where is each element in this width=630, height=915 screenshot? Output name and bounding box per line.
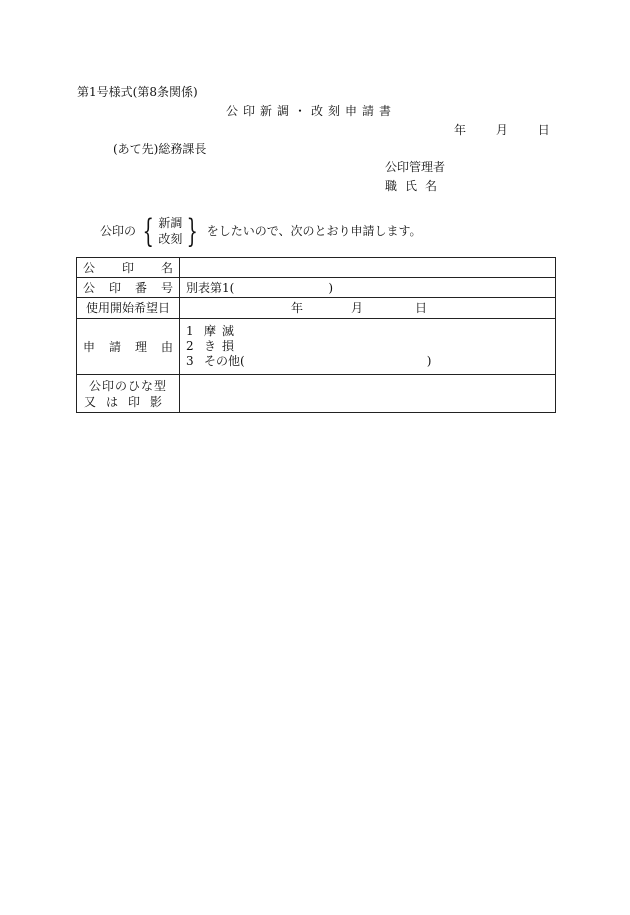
date-year-label: 年 [454, 123, 467, 137]
start-date-label: 使用開始希望日 [77, 298, 180, 319]
date-month-label: 月 [495, 123, 508, 137]
seal-name-label-char: 印 [121, 260, 134, 275]
statement-prefix: 公印の [100, 224, 137, 238]
applicant-name-label: 職氏名 [385, 179, 446, 193]
start-date-parts [186, 302, 549, 314]
seal-impression-label [77, 375, 180, 413]
seal-number-suffix: ) [328, 280, 334, 295]
start-date-year: 年 [291, 301, 304, 315]
seal-number-label-char: 印 [108, 280, 121, 295]
reason-number: 1 [186, 324, 194, 338]
left-brace-icon: { [142, 212, 154, 250]
reason-text: き損 [204, 339, 241, 353]
seal-name-label [77, 258, 180, 278]
reason-text: その他( [204, 354, 245, 368]
start-date-field[interactable] [180, 298, 556, 319]
seal-name-field[interactable] [180, 258, 556, 278]
reason-item-other[interactable] [186, 354, 549, 369]
seal-number-label-char: 号 [160, 280, 173, 295]
form-number: 第1号様式(第8条関係) [77, 85, 198, 99]
table-row [77, 319, 556, 375]
seal-number-label-char: 公 [83, 280, 96, 295]
seal-number-label [77, 278, 180, 298]
seal-impression-label-line1: 公印のひな型 [88, 378, 167, 393]
seal-name-label-text [83, 262, 173, 274]
seal-number-label-text [83, 282, 173, 294]
option-recarve[interactable]: 改刻 [158, 232, 183, 246]
seal-impression-field[interactable] [180, 375, 556, 413]
reason-label-char: 理 [134, 339, 147, 354]
request-statement [100, 212, 422, 250]
option-new[interactable]: 新調 [158, 216, 183, 230]
reason-field[interactable] [180, 319, 556, 375]
option-brace-group [138, 212, 203, 250]
reason-label-char: 請 [108, 339, 121, 354]
reason-number: 2 [186, 339, 194, 353]
reason-label [77, 319, 180, 375]
date-day-label: 日 [537, 123, 550, 137]
start-date-day: 日 [415, 301, 428, 315]
applicant-role: 公印管理者 [385, 160, 446, 174]
reason-item-damage[interactable] [186, 339, 549, 354]
seal-impression-label-line2: 又は印影 [83, 394, 172, 409]
start-date-month: 月 [351, 301, 364, 315]
reason-label-char: 申 [83, 339, 96, 354]
seal-number-label-char: 番 [134, 280, 147, 295]
table-row [77, 278, 556, 298]
table-row [77, 258, 556, 278]
reason-number: 3 [186, 354, 194, 368]
table-row [77, 375, 556, 413]
addressee: (あて先)総務課長 [113, 142, 207, 156]
seal-name-label-char: 公 [83, 260, 96, 275]
statement-suffix: をしたいので、次のとおり申請します。 [206, 224, 422, 238]
reason-other-close: ) [426, 354, 432, 368]
reason-label-char: 由 [160, 339, 173, 354]
option-list [158, 215, 182, 247]
form-title: 公印新調・改刻申請書 [226, 104, 397, 118]
seal-name-label-char: 名 [160, 260, 173, 275]
application-date [454, 124, 550, 136]
table-row [77, 298, 556, 319]
application-table [76, 257, 556, 413]
right-brace-icon: } [186, 212, 199, 250]
seal-number-prefix: 別表第1( [186, 280, 235, 295]
seal-number-field[interactable] [180, 278, 556, 298]
reason-item-wear[interactable] [186, 324, 549, 339]
reason-text: 摩滅 [204, 324, 241, 338]
reason-label-text [83, 341, 173, 353]
